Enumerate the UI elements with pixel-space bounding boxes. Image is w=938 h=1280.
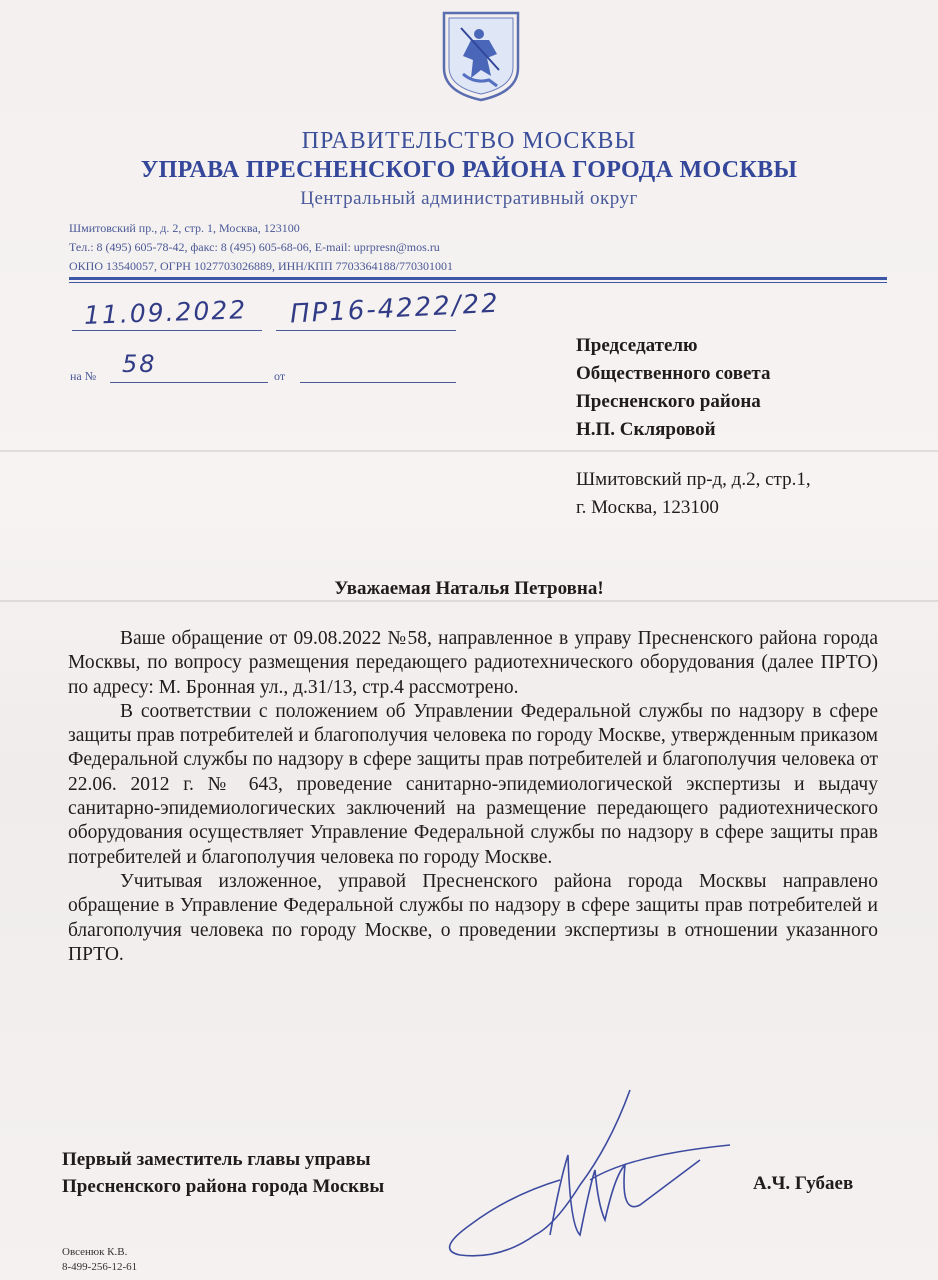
paper-fold bbox=[0, 600, 938, 602]
addressee-line: Пресненского района bbox=[576, 391, 761, 412]
executor-name: Овсенюк К.В. bbox=[62, 1246, 128, 1258]
reference-from-label: от bbox=[274, 369, 286, 383]
reference-underline bbox=[110, 382, 268, 383]
addressee-city: г. Москва, 123100 bbox=[576, 497, 719, 518]
handwritten-signature bbox=[440, 1085, 740, 1275]
executor-phone: 8-499-256-12-61 bbox=[62, 1261, 138, 1273]
body-paragraph: Ваше обращение от 09.08.2022 №58, направленное в управу Пресненского района города Москвы, по вопросу размещения передающего радиотехнического оборудования (далее ПРТО) по адресу: М. Бронная ул., д.31/13, стр.4 рассмотрено. bbox=[68, 628, 878, 698]
reference-date-underline bbox=[300, 382, 456, 383]
registration-number: ПР16-4222/22 bbox=[289, 288, 501, 330]
reference-number: 58 bbox=[122, 350, 157, 378]
government-title: ПРАВИТЕЛЬСТВО МОСКВЫ bbox=[301, 128, 637, 154]
addressee-street: Шмитовский пр-д, д.2, стр.1, bbox=[576, 469, 811, 490]
signatory-position bbox=[62, 1146, 384, 1200]
body-paragraph: Учитывая изложенное, управой Пресненского района города Москвы направлено обращение в Управление Федеральной службы по надзору в сфере защиты прав потребителей и благополучия человека по городу Москве, о проведении экспертизы в отношении указанного ПРТО. bbox=[68, 870, 878, 965]
registration-date: 11.09.2022 bbox=[83, 295, 248, 330]
letterhead-codes: ОКПО 13540057, ОГРН 1027703026889, ИНН/КПП 7703364188/770301001 bbox=[69, 259, 453, 273]
date-underline bbox=[72, 330, 262, 331]
paper-fold bbox=[0, 450, 938, 452]
body-paragraph: В соответствии с положением об Управлении Федеральной службы по надзору в сфере защиты прав потребителей и благополучия человека по городу Москве, утвержденным приказом Федеральной службы по надзору в сфере защиты прав потребителей и благополучия человека от 22.06. 2012 г. № 643, проведение санитарно-эпидемиологической экспертизы и выдачу санитарно-эпидемиологических заключений на размещение передающего радиотехнического оборудования осуществляет Управление Федеральной службы по надзору в сфере защиты прав потребителей и благополучия человека по городу Москве. bbox=[68, 700, 878, 868]
position-line: Первый заместитель главы управы bbox=[62, 1149, 371, 1170]
addressee-line: Председателю bbox=[576, 335, 698, 356]
addressee-name: Н.П. Скляровой bbox=[576, 419, 716, 440]
addressee-line: Общественного совета bbox=[576, 363, 771, 384]
letterhead-contacts: Тел.: 8 (495) 605-78-42, факс: 8 (495) 605-68-06, E-mail: uprpresn@mos.ru bbox=[69, 240, 440, 254]
district-title: Центральный административный округ bbox=[300, 188, 638, 209]
organization-title: УПРАВА ПРЕСНЕНСКОГО РАЙОНА ГОРОДА МОСКВЫ bbox=[140, 157, 798, 183]
moscow-coat-of-arms-icon bbox=[441, 10, 521, 102]
letterhead-rule-thin bbox=[69, 282, 887, 283]
signatory-name: А.Ч. Губаев bbox=[753, 1173, 854, 1194]
letter-body bbox=[68, 627, 878, 967]
position-line: Пресненского района города Москвы bbox=[62, 1176, 385, 1197]
reference-label: на № bbox=[70, 369, 97, 383]
letterhead-rule bbox=[69, 277, 887, 280]
addressee-block bbox=[576, 332, 770, 444]
addressee-address bbox=[576, 466, 811, 522]
executor-info bbox=[62, 1245, 137, 1275]
letterhead-address: Шмитовский пр., д. 2, стр. 1, Москва, 123100 bbox=[69, 221, 300, 235]
salutation: Уважаемая Наталья Петровна! bbox=[334, 578, 604, 599]
number-underline bbox=[276, 330, 456, 331]
